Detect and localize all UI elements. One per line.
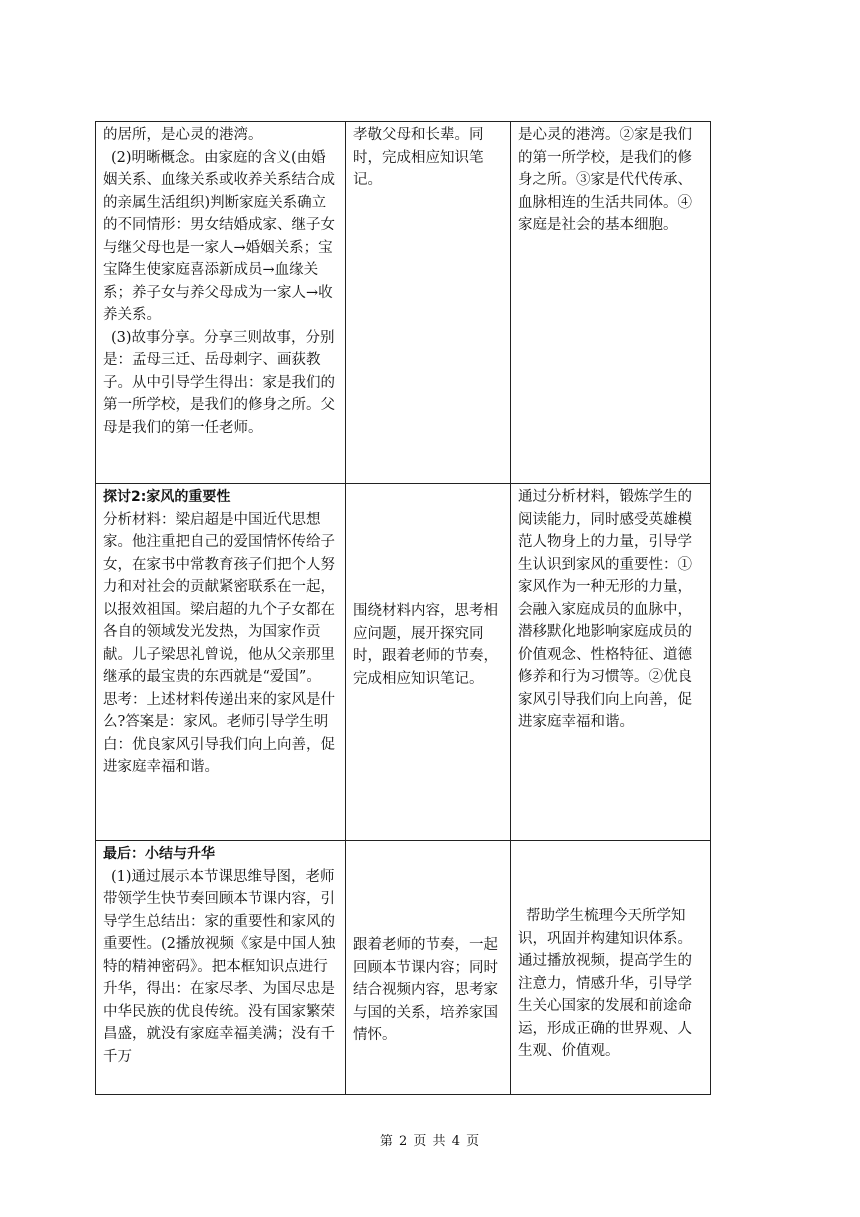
paragraph: 思考：上述材料传递出来的家风是什么?答案是：家风。老师引导学生明白：优良家风引导我们向上向善，促进家庭幸福和谐。 xyxy=(103,691,335,775)
paragraph: (3)故事分享。分享三则故事，分别是：孟母三迁、岳母刺字、画荻教子。从中引导学生得出：家是我们的第一所学校，是我们的修身之所。父母是我们的第一任老师。 xyxy=(103,329,335,436)
table-row xyxy=(96,484,711,841)
student-activity-cell xyxy=(346,841,511,1095)
design-intent-cell xyxy=(511,841,711,1095)
page-footer: 第 2 页 共 4 页 xyxy=(379,1134,481,1149)
design-intent-cell xyxy=(511,122,711,484)
lesson-plan-table xyxy=(95,121,711,1095)
paragraph: 的居所，是心灵的港湾。 xyxy=(103,127,263,143)
paragraph: (1)通过展示本节课思维导图，老师带领学生快节奏回顾本节课内容，引导学生总结出：家的重要性和家风的重要性。(2播放视频《家是中国人独特的精神密码》。把本框知识点进行升华，得出：在家尽孝、为国尽忠是中华民族的优良传统。没有国家繁荣昌盛，就没有家庭幸福美满；没有千千万 xyxy=(103,868,336,1065)
table-row xyxy=(96,841,711,1095)
paragraph: 围绕材料内容，思考相应问题，展开探究同时，跟着老师的节奏，完成相应知识笔记。 xyxy=(353,603,498,687)
table-row xyxy=(96,122,711,484)
teacher-activity-cell xyxy=(96,841,346,1095)
paragraph: 分析材料：梁启超是中国近代思想家。他注重把自己的爱国情怀传给子女，在家书中常教育孩子们把个人努力和对社会的贡献紧密联系在一起，以报效祖国。梁启超的九个子女都在各自的领域发光发热，为国家作贡献。儿子梁思礼曾说，他从父亲那里继承的最宝贵的东西就是“爱国”。 xyxy=(103,511,335,685)
student-activity-cell xyxy=(346,484,511,841)
paragraph: 帮助学生梳理今天所学知识，巩固并构建知识体系。通过播放视频，提高学生的注意力，情感升华，引导学生关心国家的发展和前途命运，形成正确的世界观、人生观、价值观。 xyxy=(518,908,692,1059)
section-heading: 最后：小结与升华 xyxy=(103,846,215,862)
paragraph: 是心灵的港湾。②家是我们的第一所学校，是我们的修身之所。③家是代代传承、血脉相连的生活共同体。④家庭是社会的基本细胞。 xyxy=(518,127,692,233)
design-intent-cell xyxy=(511,484,711,841)
teacher-activity-cell xyxy=(96,484,346,841)
paragraph: (2)明晰概念。由家庭的含义(由婚姻关系、血缘关系或收养关系结合成的亲属生活组织)判断家庭关系确立的不同情形：男女结婚成家、继子女与继父母也是一家人→婚姻关系；宝宝降生使家庭喜添新成员→血缘关系；养子女与养父母成为一家人→收养关系。 xyxy=(103,149,335,323)
paragraph: 跟着老师的节奏，一起回顾本节课内容；同时结合视频内容，思考家与国的关系，培养家国情怀。 xyxy=(353,937,498,1043)
section-heading: 探讨2:家风的重要性 xyxy=(103,489,231,505)
paragraph: 孝敬父母和长辈。同时，完成相应知识笔记。 xyxy=(353,127,484,188)
teacher-activity-cell xyxy=(96,122,346,484)
paragraph: 通过分析材料，锻炼学生的阅读能力，同时感受英雄模范人物身上的力量，引导学生认识到家风的重要性：①家风作为一种无形的力量，会融入家庭成员的血脉中，潜移默化地影响家庭成员的价值观念、性格特征、道德修养和行为习惯等。②优良家风引导我们向上向善，促进家庭幸福和谐。 xyxy=(518,489,692,730)
student-activity-cell xyxy=(346,122,511,484)
